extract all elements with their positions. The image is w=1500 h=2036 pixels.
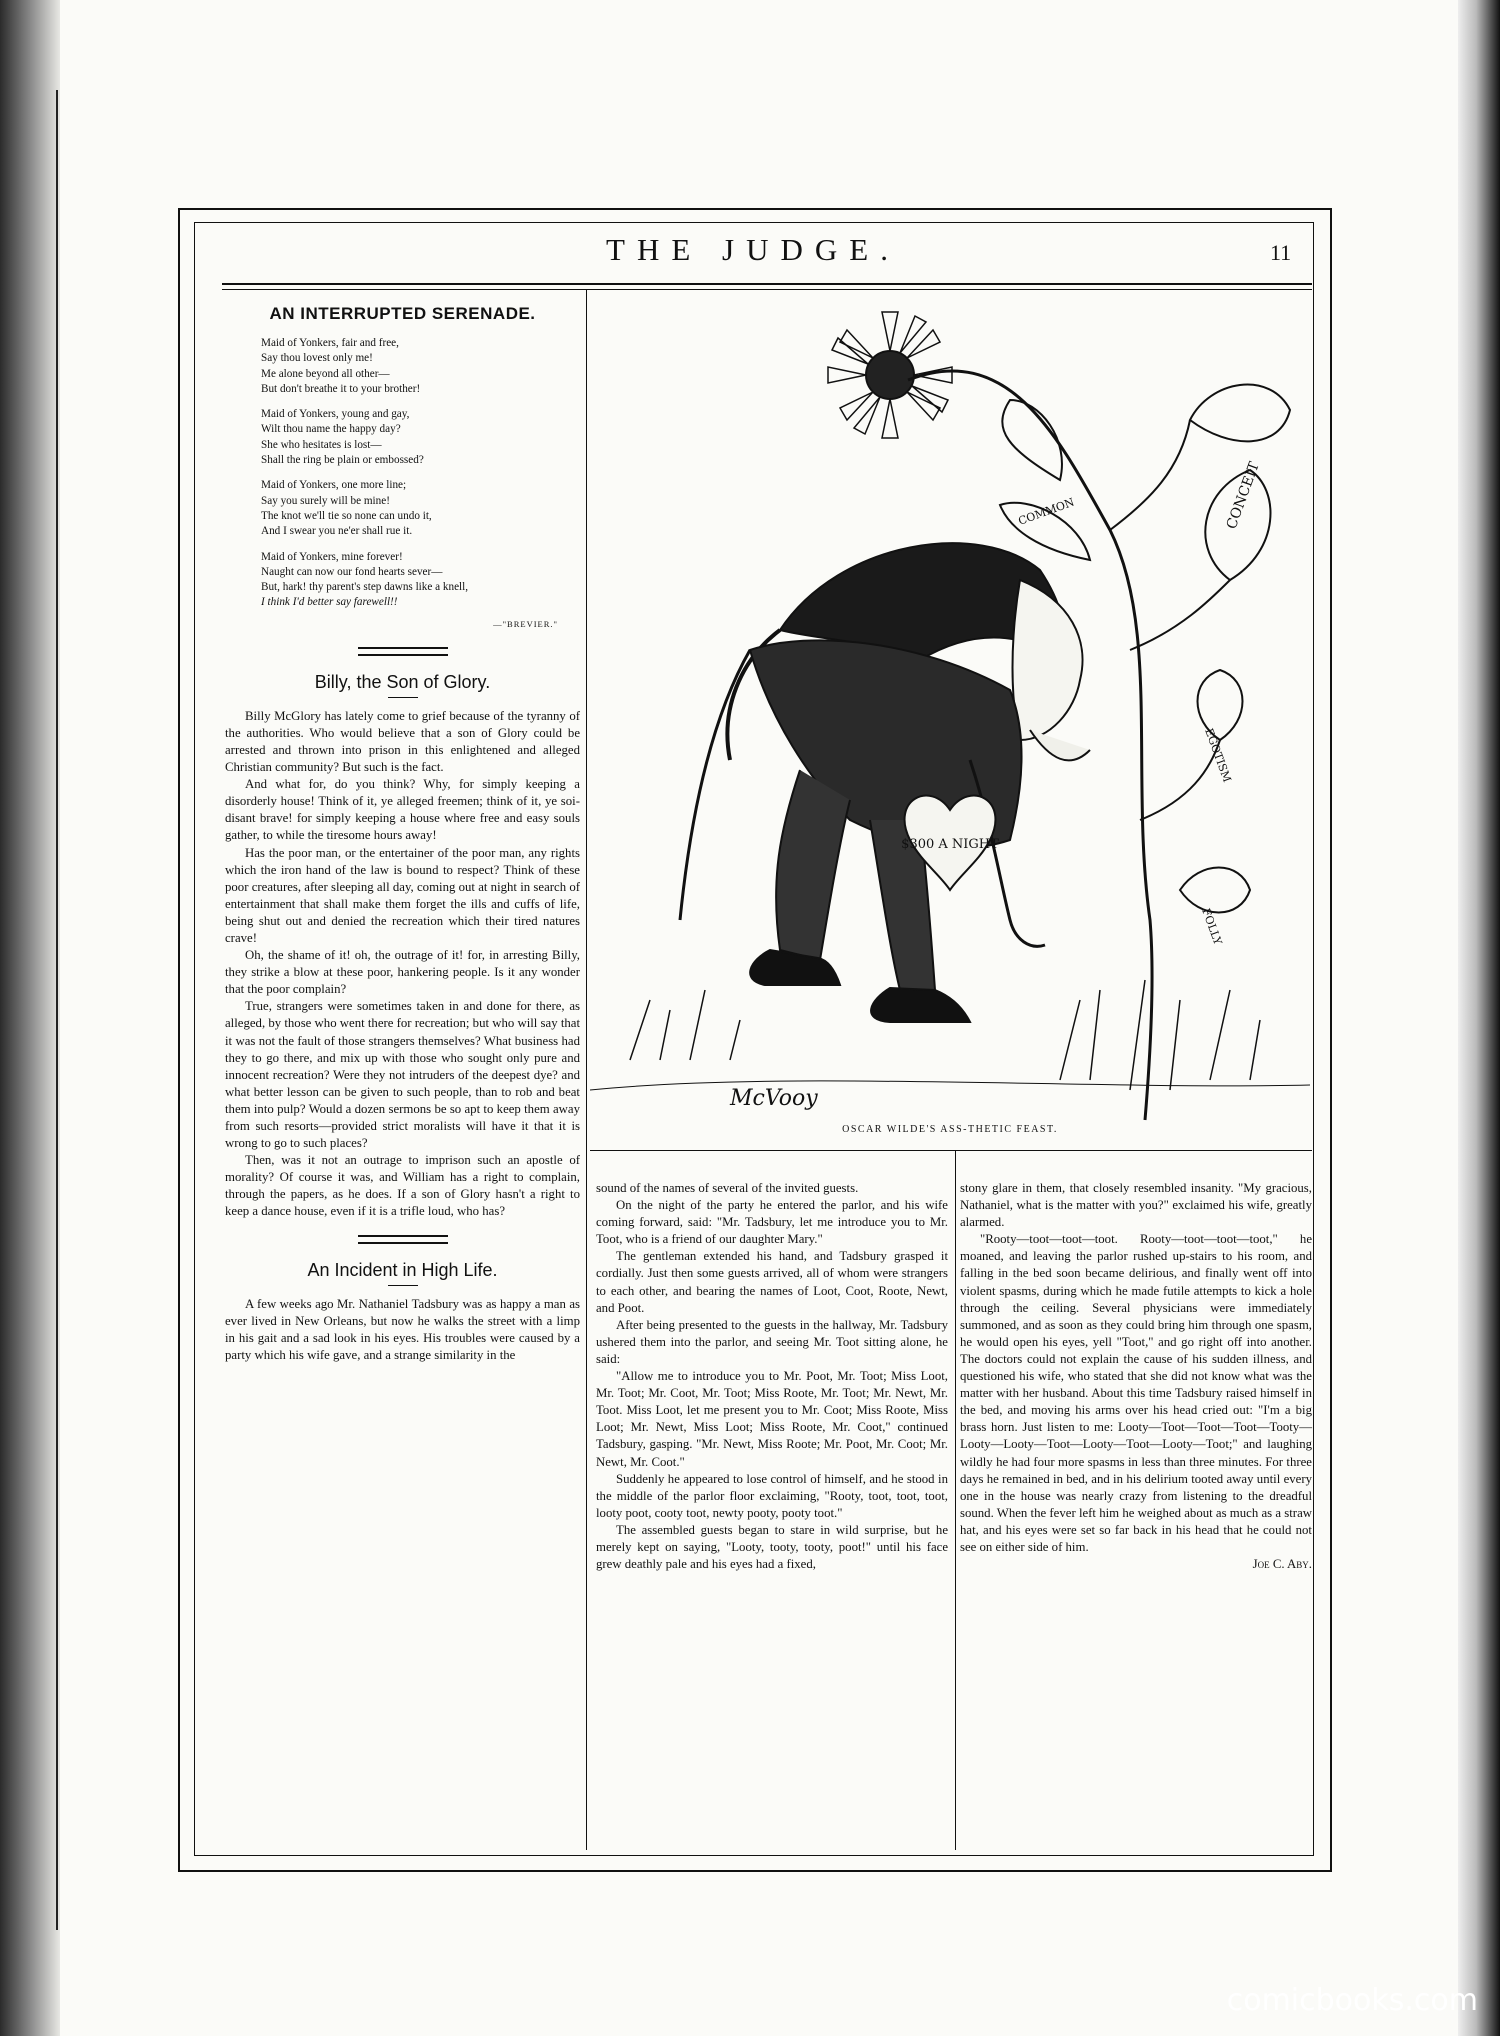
billy-article	[225, 708, 580, 1221]
poem-stanza	[261, 550, 580, 611]
paragraph: The assembled guests began to stare in wild surprise, but he merely kept on saying, "Looty, tooty, tooty, poot!" until his face grew deathly pale and his eyes had a fixed,	[596, 1522, 948, 1572]
artist-signature: McVooy	[730, 1086, 818, 1111]
heart-label: $300 A NIGHT	[901, 837, 999, 852]
leaf-label: CONCEIT	[1223, 459, 1263, 532]
masthead-title: THE JUDGE.	[606, 232, 900, 267]
sunflower-icon	[828, 312, 952, 438]
incident-article-part2	[596, 1180, 948, 1573]
page-number: 11	[1270, 240, 1292, 265]
serenade-poem	[261, 336, 580, 611]
author-signature: Joe C. Aby.	[1252, 1557, 1312, 1572]
poem-line: Naught can now our fond hearts sever—	[261, 565, 443, 578]
paragraph: A few weeks ago Mr. Nathaniel Tadsbury was as happy a man as ever lived in New Orleans, but now he walks the street with a limp in his gait and a sad look in his eyes. His troubles were caused by a party which his wife gave, and a strange similarity in the	[225, 1296, 580, 1362]
poem-line: Wilt thou name the happy day?	[261, 423, 401, 436]
right-column	[960, 1180, 1312, 1573]
poem-line: Me alone beyond all other—	[261, 367, 390, 380]
paragraph: stony glare in them, that closely resembled insanity. "My gracious, Nathaniel, what is the matter with you?" exclaimed his wife, greatly alarmed.	[960, 1181, 1312, 1230]
leaf-label: COMMON	[1016, 495, 1077, 528]
poem-line: Say thou lovest only me!	[261, 352, 373, 365]
left-column	[225, 296, 580, 1364]
cartoon-illustration	[590, 300, 1310, 1160]
poem-line: Maid of Yonkers, young and gay,	[261, 408, 410, 421]
column-rule-right	[955, 1150, 956, 1850]
binding-gutter	[0, 0, 60, 2036]
poem-line: And I swear you ne'er shall rue it.	[261, 525, 413, 538]
poem-line: The knot we'll tie so none can undo it,	[261, 509, 432, 522]
serenade-title: AN INTERRUPTED SERENADE.	[269, 304, 536, 323]
billy-title: Billy, the Son of Glory.	[314, 671, 491, 692]
paragraph: "Allow me to introduce you to Mr. Poot, Mr. Toot; Miss Loot, Mr. Toot; Mr. Coot, Mr. Toot; Miss Roote, Mr. Toot; Mr. Newt, Mr. Toot. Miss Loot, let me present you to Mr. Coot; Miss Roote, Miss Loot; Mr. Newt, Miss Loot; Miss Roote, Mr. Coot," continued Tadsbury, gasping. "Mr. Newt, Miss Roote; Mr. Poot, Mr. Coot; Mr. Newt, Mr. Coot."	[596, 1369, 948, 1469]
column-rule-left	[586, 290, 587, 1850]
paragraph: Billy McGlory has lately come to grief because of the tyranny of the authorities. Who would believe that a son of Glory could be arrested and thrown into prison in this enlightened and alleged Christian community? But such is the fact.	[225, 708, 580, 775]
incident-article-part1	[225, 1296, 580, 1364]
leaf-label: EGOTISM	[1202, 726, 1234, 784]
binding-edge-line	[56, 90, 58, 1930]
serenade-signature: —"BREVIER."	[493, 618, 558, 629]
poem-line: She who hesitates is lost—	[261, 438, 382, 451]
paragraph: "Rooty—toot—toot—toot. Rooty—toot—toot—toot," he moaned, and leaving the parlor rushed up-stairs to his room, and falling in the bed soon became delirious, and finally went off into violent spasms, during which he made futile attempts to kick a hole through the ceiling. Several physicians were immediately summoned, and as soon as they could bring him through one spasm, he would open his eyes, yell "Toot," and go right off into another. The doctors could not explain the cause of his sudden illness, and questioned his wife, who stated that she did not know what was the matter with her husband. About this time Tadsbury raised himself in the bed, and moving his arms over his head cried out: "I'm a big brass horn. Just listen to me: Looty—Toot—Toot—Toot—Tooty—Looty—Looty—Toot—Looty—Toot—Looty—Toot;" and laughing wildly he had four more spasms in less than three minutes. For three days he remained in bed, and in his delirium tooted away until every one in the house was nearly crazy from listening to the dreadful sound. When the fever left him he weighed about as much as a straw hat, and his eyes were set so far back in his head that he could not see on either side of him.	[960, 1232, 1312, 1554]
paragraph: On the night of the party he entered the parlor, and his wife coming forward, said: "Mr. Tadsbury, let me introduce you to Mr. Toot, who is a friend of our daughter Mary."	[596, 1198, 948, 1247]
title-underline	[388, 1285, 418, 1286]
poem-line: Maid of Yonkers, fair and free,	[261, 337, 399, 349]
paragraph: Then, was it not an outrage to imprison such an apostle of morality? Of course it was, and William has a right to complain, through the papers, as he does. If a son of Glory hasn't a right to keep a dance house, even if it is a trifle loud, who has?	[225, 1153, 580, 1219]
poem-line: But, hark! thy parent's step dawns like a knell,	[261, 581, 469, 594]
paragraph: True, strangers were sometimes taken in and done for there, as alleged, by those who went there for recreation; but who will say that it was not the fault of those strangers themselves? What business had they to go there, and mix up with those who sought only pure and innocent recreation? Were they not intruders of the deepest dye? and what better lesson can be given to such people, than to rob and beat them into pulp? Would a dozen sermons be so apt to keep them away from such resorts—provided strict moralists will have it that it is wrong to go to such places?	[225, 999, 581, 1151]
page-edge-shadow	[1458, 0, 1500, 2036]
poem-stanza	[261, 478, 580, 539]
paragraph: Has the poor man, or the entertainer of the poor man, any rights which the iron hand of the law is bound to respect? Think of these poor creatures, after sleeping all day, coming out at night in search of entertainment that shall make them forget the ills and cuffs of life, being shut out and denied the recreation which their tired natures crave!	[225, 845, 580, 945]
incident-article-part3	[960, 1180, 1312, 1556]
paragraph: Suddenly he appeared to lose control of himself, and he stood in the middle of the parlor floor exclaiming, "Rooty, toot, toot, toot, looty poot, cooty toot, newty pooty, pooty toot."	[596, 1471, 948, 1520]
poem-line: But don't breathe it to your brother!	[261, 382, 421, 395]
poem-line: Maid of Yonkers, mine forever!	[261, 550, 403, 563]
paragraph: sound of the names of several of the invited guests.	[596, 1181, 859, 1195]
paragraph: And what for, do you think? Why, for simply keeping a disorderly house! Think of it, ye alleged freemen; think of it, ye soi-disant brave! for simply keeping a house where free and easy souls gather, to while the tiresome hours away!	[225, 777, 580, 843]
section-divider	[358, 647, 448, 656]
poem-stanza	[261, 336, 580, 397]
paragraph: The gentleman extended his hand, and Tadsbury grasped it cordially. Just then some guests arrived, all of whom were strangers to each other, and bearing the names of Loot, Coot, Roote, Newt, and Poot.	[596, 1249, 948, 1315]
watermark: comicbooks.com	[1226, 1983, 1478, 2018]
illustration-caption: OSCAR WILDE'S ASS-THETIC FEAST.	[842, 1124, 1058, 1135]
poem-line: I think I'd better say farewell!!	[261, 596, 398, 609]
paragraph: After being presented to the guests in the hallway, Mr. Tadsbury ushered them into the parlor, and seeing Mr. Toot sitting alone, he said:	[596, 1317, 948, 1366]
incident-title: An Incident in High Life.	[307, 1259, 498, 1280]
title-underline	[388, 697, 418, 698]
paragraph: Oh, the shame of it! oh, the outrage of it! for, in arresting Billy, they strike a blow at these poor, hankering people. Is it any wonder that the poor complain?	[225, 948, 580, 997]
poem-line: Maid of Yonkers, one more line;	[261, 479, 407, 492]
masthead-rule	[222, 283, 1312, 290]
poem-stanza	[261, 407, 580, 468]
poem-line: Say you surely will be mine!	[261, 494, 390, 507]
section-divider	[358, 1235, 448, 1244]
poem-line: Shall the ring be plain or embossed?	[261, 454, 424, 467]
middle-column	[596, 1180, 948, 1573]
leaf-label: FOLLY	[1199, 906, 1225, 947]
